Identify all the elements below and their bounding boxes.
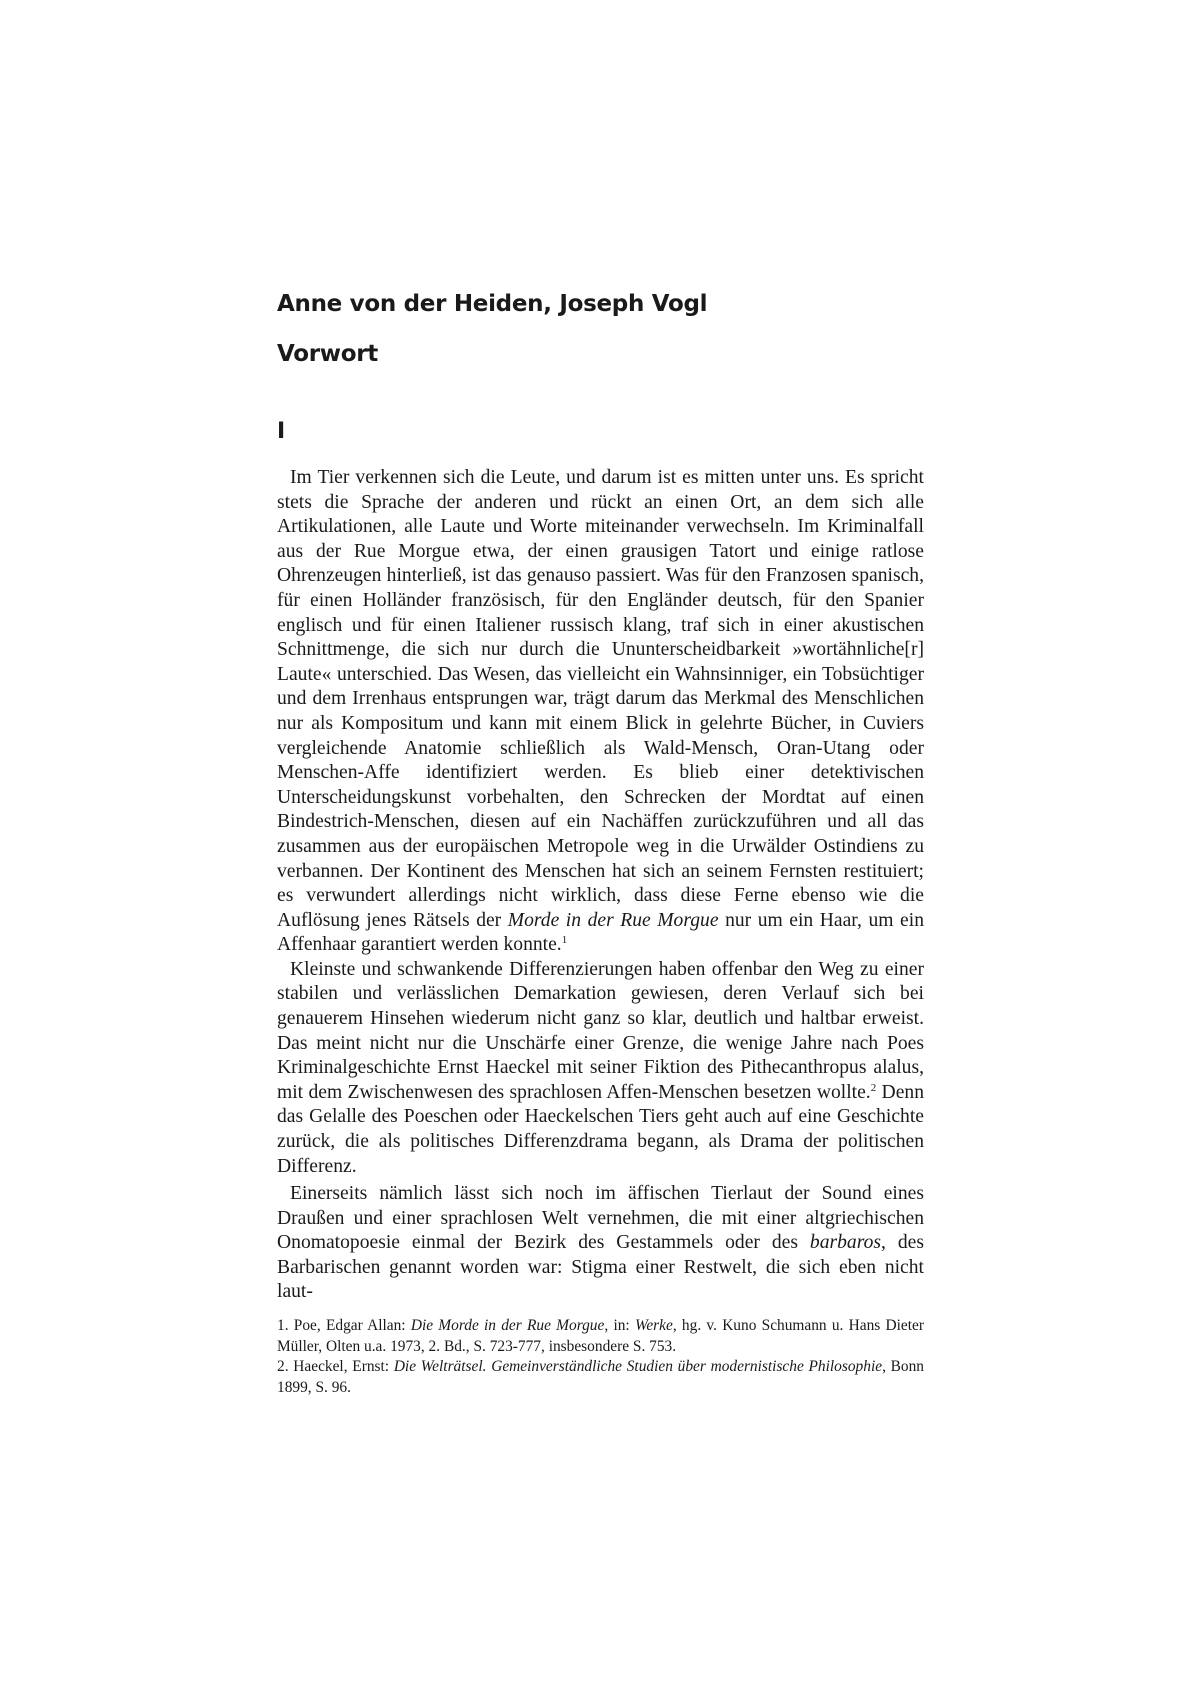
footnote-1-italic-a: Die Morde in der Rue Morgue — [410, 1317, 605, 1334]
footnote-1-text-a: 1. Poe, Edgar Allan: — [277, 1317, 411, 1334]
paragraph-2-text-a: Kleinste und schwankende Differenzierungen haben offenbar den Weg zu einer stabilen und verlässlichen Demarkation gewiesen, deren Verlauf sich bei genauerem Hinsehen wiederum nicht ganz so klar, deutlich und haltbar erweist. Das meint nicht nur die Unschärfe einer Grenze, die wenige Jahre nach Poes Kriminalgeschichte Ernst Haeckel mit seiner Fiktion des Pithecanthropus alalus, mit dem Zwischenwesen des sprachlosen Affen-Menschen besetzen wollte. — [277, 958, 924, 1103]
paragraph-2 — [277, 958, 924, 1179]
section-number: I — [277, 419, 286, 444]
authors-heading: Anne von der Heiden, Joseph Vogl — [277, 291, 708, 317]
paragraph-3 — [277, 1182, 924, 1305]
footnote-1 — [277, 1316, 924, 1357]
footnote-2-text-b: , Bonn 1899, S. 96. — [277, 1358, 925, 1396]
footnote-2 — [277, 1357, 924, 1398]
chapter-title: Vorwort — [277, 341, 378, 367]
footnotes — [277, 1316, 924, 1398]
paragraph-3-text-b: , des Barbarischen genannt worden war: Stigma einer Restwelt, die sich eben nicht laut- — [277, 1232, 924, 1303]
footnote-marker-2: 2 — [870, 1081, 877, 1094]
footnote-marker-1: 1 — [561, 934, 568, 947]
footnote-2-text-a: 2. Haeckel, Ernst: — [277, 1358, 394, 1376]
body-text-block-1 — [277, 466, 924, 1179]
paragraph-1-italic-title: Morde in der Rue Morgue — [507, 909, 719, 931]
footnote-2-italic-a: Die Welträtsel. Gemeinverständliche Studien über modernistische Philosophie — [393, 1358, 883, 1376]
paragraph-3-italic-term: barbaros — [809, 1232, 882, 1254]
footnote-1-text-c: , hg. v. Kuno Schumann u. Hans Dieter Müller, Olten u.a. 1973, 2. Bd., S. 723-777, insbesondere S. 753. — [277, 1317, 924, 1355]
paragraph-1-text-b: nur um ein Haar, um ein Affenhaar garantiert werden konnte. — [277, 909, 924, 956]
paragraph-2-text-b: Denn das Gelalle des Poeschen oder Haeckelschen Tiers geht auch auf eine Geschichte zurück, die als politisches Differenzdrama begann, als Drama der politischen Differenz. — [277, 1081, 924, 1177]
footnote-1-text-b: , in: — [604, 1317, 635, 1334]
paragraph-1 — [277, 466, 924, 958]
footnote-1-italic-b: Werke — [634, 1317, 673, 1334]
paragraph-1-text-a: Im Tier verkennen sich die Leute, und darum ist es mitten unter uns. Es spricht stets die Sprache der anderen und rückt an einen Ort, an dem sich alle Artikulationen, alle Laute und Worte miteinander verwechseln. Im Kriminalfall aus der Rue Morgue etwa, der einen grausigen Tatort und einige ratlose Ohrenzeugen hinterließ, ist das genauso passiert. Was für den Franzosen spanisch, für einen Holländer französisch, für den Engländer deutsch, für den Spanier englisch und für einen Italiener russisch klang, traf sich in einer akustischen Schnittmenge, die sich nur durch die Ununterscheidbarkeit »wortähnliche[r] Laute« unterschied. Das Wesen, das vielleicht ein Wahnsinniger, ein Tobsüchtiger und dem Irrenhaus entsprungen war, trägt darum das Merkmal des Menschlichen nur als Kompositum und kann mit einem Blick in gelehrte Bücher, in Cuviers vergleichende Anatomie schließlich als Wald-Mensch, Oran-Utang oder Menschen-Affe identifiziert werden. Es blieb einer detektivischen Unterscheidungskunst vorbehalten, den Schrecken der Mordtat auf einen Bindestrich-Menschen, diesen auf ein Nachäffen zurückzuführen und all das zusammen aus der europäischen Metropole weg in die Urwälder Ostindiens zu verbannen. Der Kontinent des Menschen hat sich an seinem Fernsten restituiert; es verwundert allerdings nicht wirklich, dass diese Ferne ebenso wie die Auflösung jenes Rätsels der — [277, 467, 924, 931]
body-text-block-2 — [277, 1182, 924, 1305]
paragraph-3-text-a: Einerseits nämlich lässt sich noch im äffischen Tierlaut der Sound eines Draußen und einer sprachlosen Welt vernehmen, die mit einer altgriechischen Onomatopoesie einmal der Bezirk des Gestammels oder des — [277, 1183, 924, 1254]
